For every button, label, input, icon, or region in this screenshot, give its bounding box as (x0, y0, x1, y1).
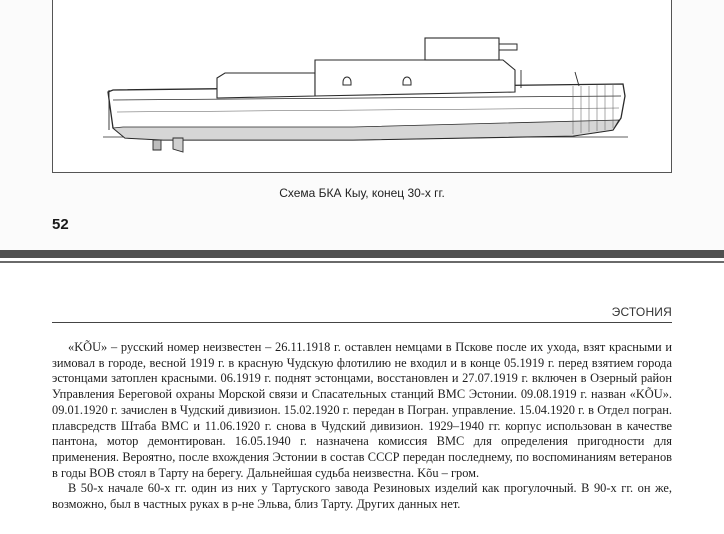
article-body (52, 340, 672, 513)
header-rule (52, 322, 672, 323)
aft-deckhouse (217, 73, 315, 98)
article-paragraph: В 50-х начале 60-х гг. один из них у Тартуского завода Резиновых изделий как прогулочный. В 90-х гг. он же, возможно, был в частных руках в р-не Эльва, близ Тарту. Других данных нет. (52, 481, 672, 512)
porthole-aft (343, 77, 351, 85)
page-divider-thick (0, 250, 724, 258)
gun-turret (425, 38, 499, 60)
boat-side-view-drawing (53, 0, 671, 172)
figure-caption: Схема БКА Кыу, конец 30-х гг. (279, 186, 445, 200)
upper-page (0, 0, 724, 250)
boat-schematic-figure (52, 0, 672, 173)
gun-barrel (499, 44, 517, 50)
rudder (173, 138, 183, 152)
propeller (153, 140, 161, 150)
section-header: ЭСТОНИЯ (611, 305, 672, 319)
page-number: 52 (52, 216, 69, 233)
porthole-forward (403, 77, 411, 85)
article-paragraph: «KÕU» – русский номер неизвестен – 26.11.1918 г. оставлен немцами в Пскове после их ухода, взят красными и зимовал в городе, весной 1919 г. в красную Чудскую флотилию не входил и в конце 05.1919 г. перед взятием города эстонцами затоплен красными. 06.1919 г. поднят эстонцами, восстановлен и 27.07.1919 г. включен в Озерный район Управления Береговой охраны Морской связи и Спасательных станций ВМС Эстонии. 09.08.1919 г. назван «KÕU». 09.01.1920 г. зачислен в Чудский дивизион. 15.02.1920 г. передан в Погран. управление. 15.04.1920 г. в Отдел погран. плавсредств Штаба ВМС и 11.06.1920 г. снова в Чудский дивизион. 1929–1940 гг. корпус использован в качестве пантона, мотор демонтирован. 16.05.1940 г. назначена комиссия ВМС для определения пригодности для применения. Вероятно, после вхождения Эстонии в состав СССР передан последнему, по воспоминаниям ветеранов в годы ВОВ стоял в Тарту на берегу. Дальнейшая судьба неизвестна. Kõu – гром. (52, 340, 672, 480)
